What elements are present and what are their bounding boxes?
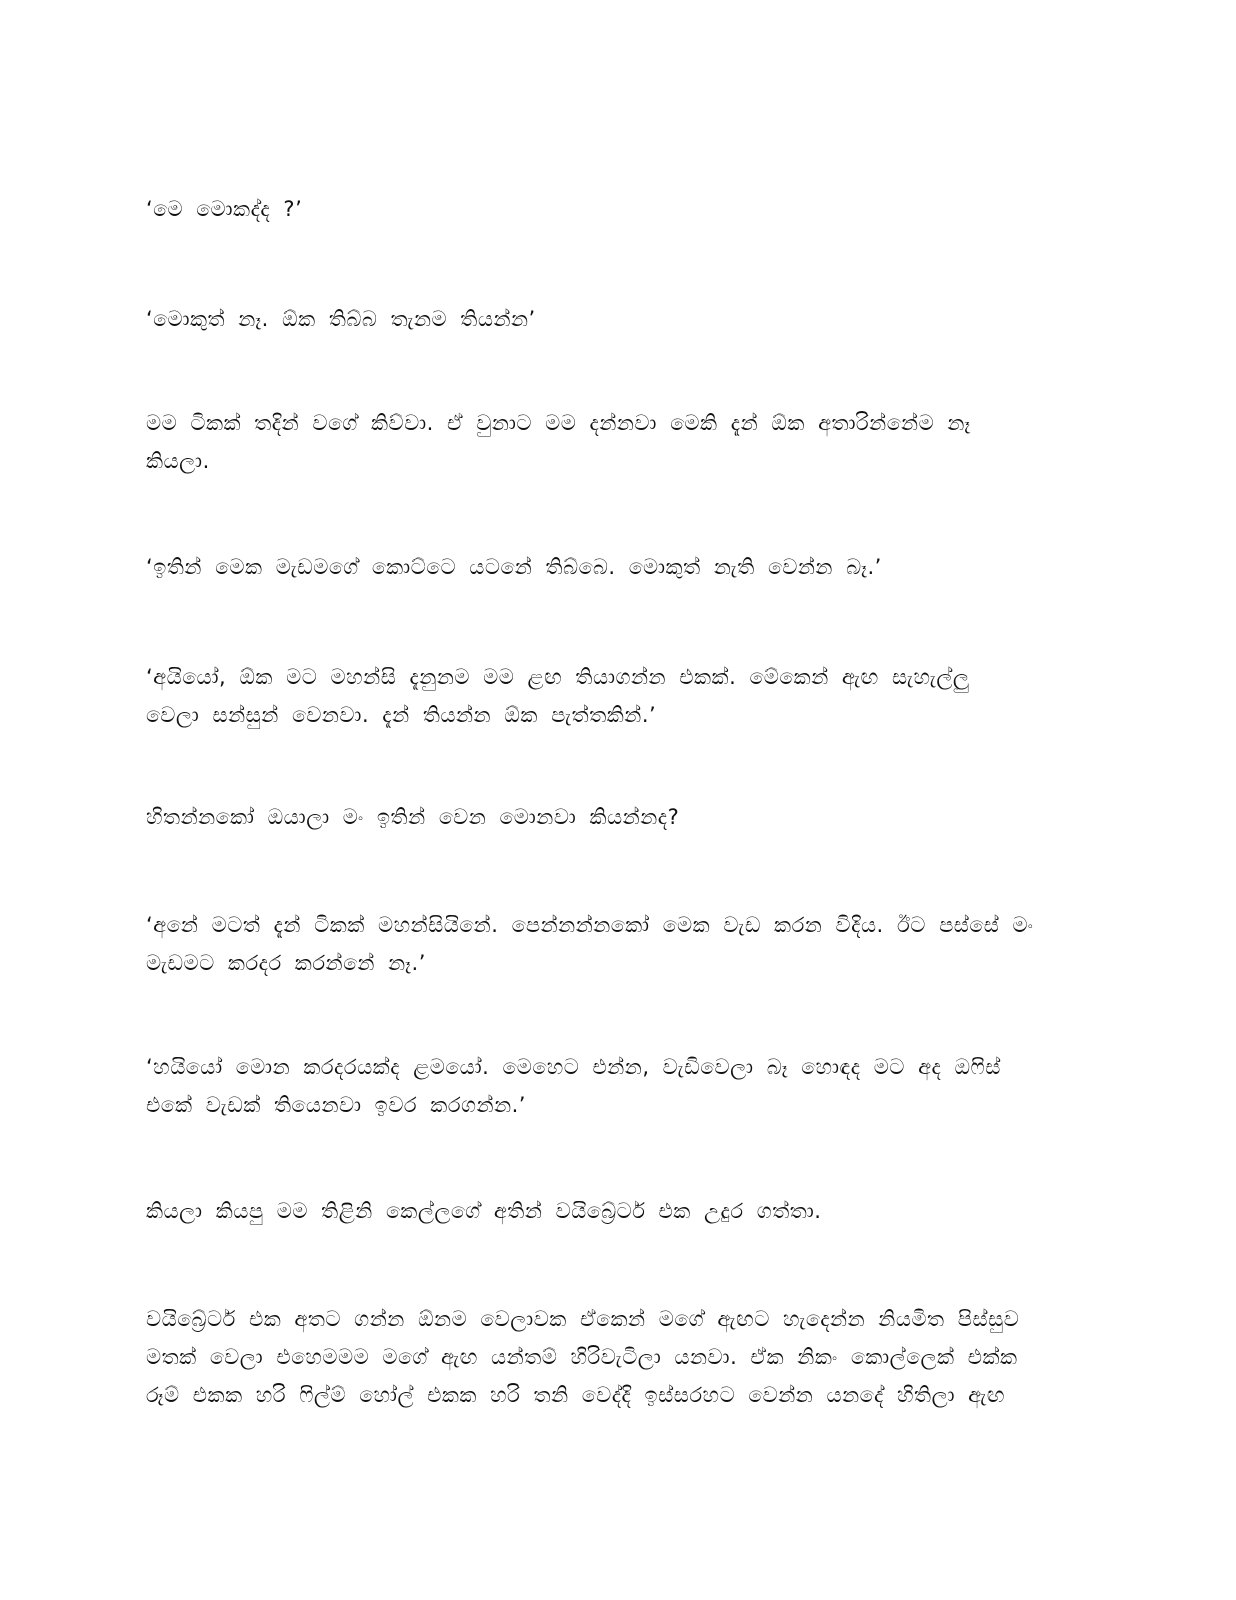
text-line: හිතන්නකෝ ඔයාලා මං ඉතින් වෙන මොනවා කියන්නද?	[146, 805, 680, 829]
paragraph-8	[146, 1048, 1086, 1124]
paragraph-4	[146, 548, 1086, 586]
text-line: ‘අයියෝ, ඕක මට මහන්සි දැනුනම මම ළඟ තියාගන්න එකක්. මේකෙන් ඇඟ සැහැල්ලු	[146, 665, 970, 689]
text-line: එකේ වැඩක් තියෙනවා ඉවර කරගන්න.’	[146, 1093, 526, 1117]
text-line: වෙලා සන්සුන් වෙනවා. දැන් තියන්න ඕක පැත්තකින්.’	[146, 703, 657, 727]
paragraph-9	[146, 1192, 1086, 1230]
text-line: ‘ඉතින් මෙක මැඩමගේ කොට්ටෙ යටනේ තිබ්බෙ. මොකුත් නැති වෙන්න බෑ.’	[146, 555, 882, 579]
text-line: වයිබ්‍රේටර් එක අතට ගන්න ඕනම වෙලාවක ඒකෙන් මගේ ඇඟට හැදෙන්න නියමිත පිස්සුව	[146, 1307, 1020, 1331]
text-line: මම ටිකක් තදින් වගේ කිව්වා. ඒ වුනාට මම දන්නවා මෙකි දැන් ඕක අතාරින්නේම නෑ	[146, 411, 971, 435]
text-line: ‘හයියෝ මොන කරදරයක්ද ළමයෝ. මෙහෙට එන්න, වැඩිවෙලා බෑ හොඳද මට අද ඔෆිස්	[146, 1055, 1001, 1079]
paragraph-1	[146, 190, 1086, 228]
text-line: කියලා.	[146, 449, 210, 473]
paragraph-6	[146, 798, 1086, 836]
text-line: ‘මෙ මොකද්ද ?’	[146, 197, 303, 221]
text-line: මැඩමට කරදර කරන්නේ නෑ.’	[146, 951, 426, 975]
paragraph-5	[146, 658, 1086, 734]
paragraph-3	[146, 404, 1086, 480]
text-line: කියලා කියපු මම තිළිනි කෙල්ලගේ අතින් වයිබ්‍රේටර් එක උදුර ගත්තා.	[146, 1199, 822, 1223]
paragraph-7	[146, 906, 1086, 982]
text-line: රූම් එකක හරි ෆිල්ම් හෝල් එකක හරි තනි වෙද්දි ඉස්සරහට වෙන්න යනදේ හිතිලා ඇඟ	[146, 1383, 1006, 1407]
text-line: ‘අනේ මටත් දැන් ටිකක් මහන්සියිනේ. පෙන්නන්නකෝ මෙක වැඩ කරන විදිය. ඊට පස්සේ මං	[146, 913, 1034, 937]
text-line: ‘මොකුත් නෑ. ඕක තිබ්බ තැනම තියන්න’	[146, 307, 536, 331]
paragraph-2	[146, 300, 1086, 338]
paragraph-10	[146, 1300, 1086, 1414]
text-line: මතක් වෙලා එහෙමමම මගේ ඇඟ යන්තම් හිරිවැටිලා යනවා. ඒක නිකං කොල්ලෙක් එක්ක	[146, 1345, 1018, 1369]
